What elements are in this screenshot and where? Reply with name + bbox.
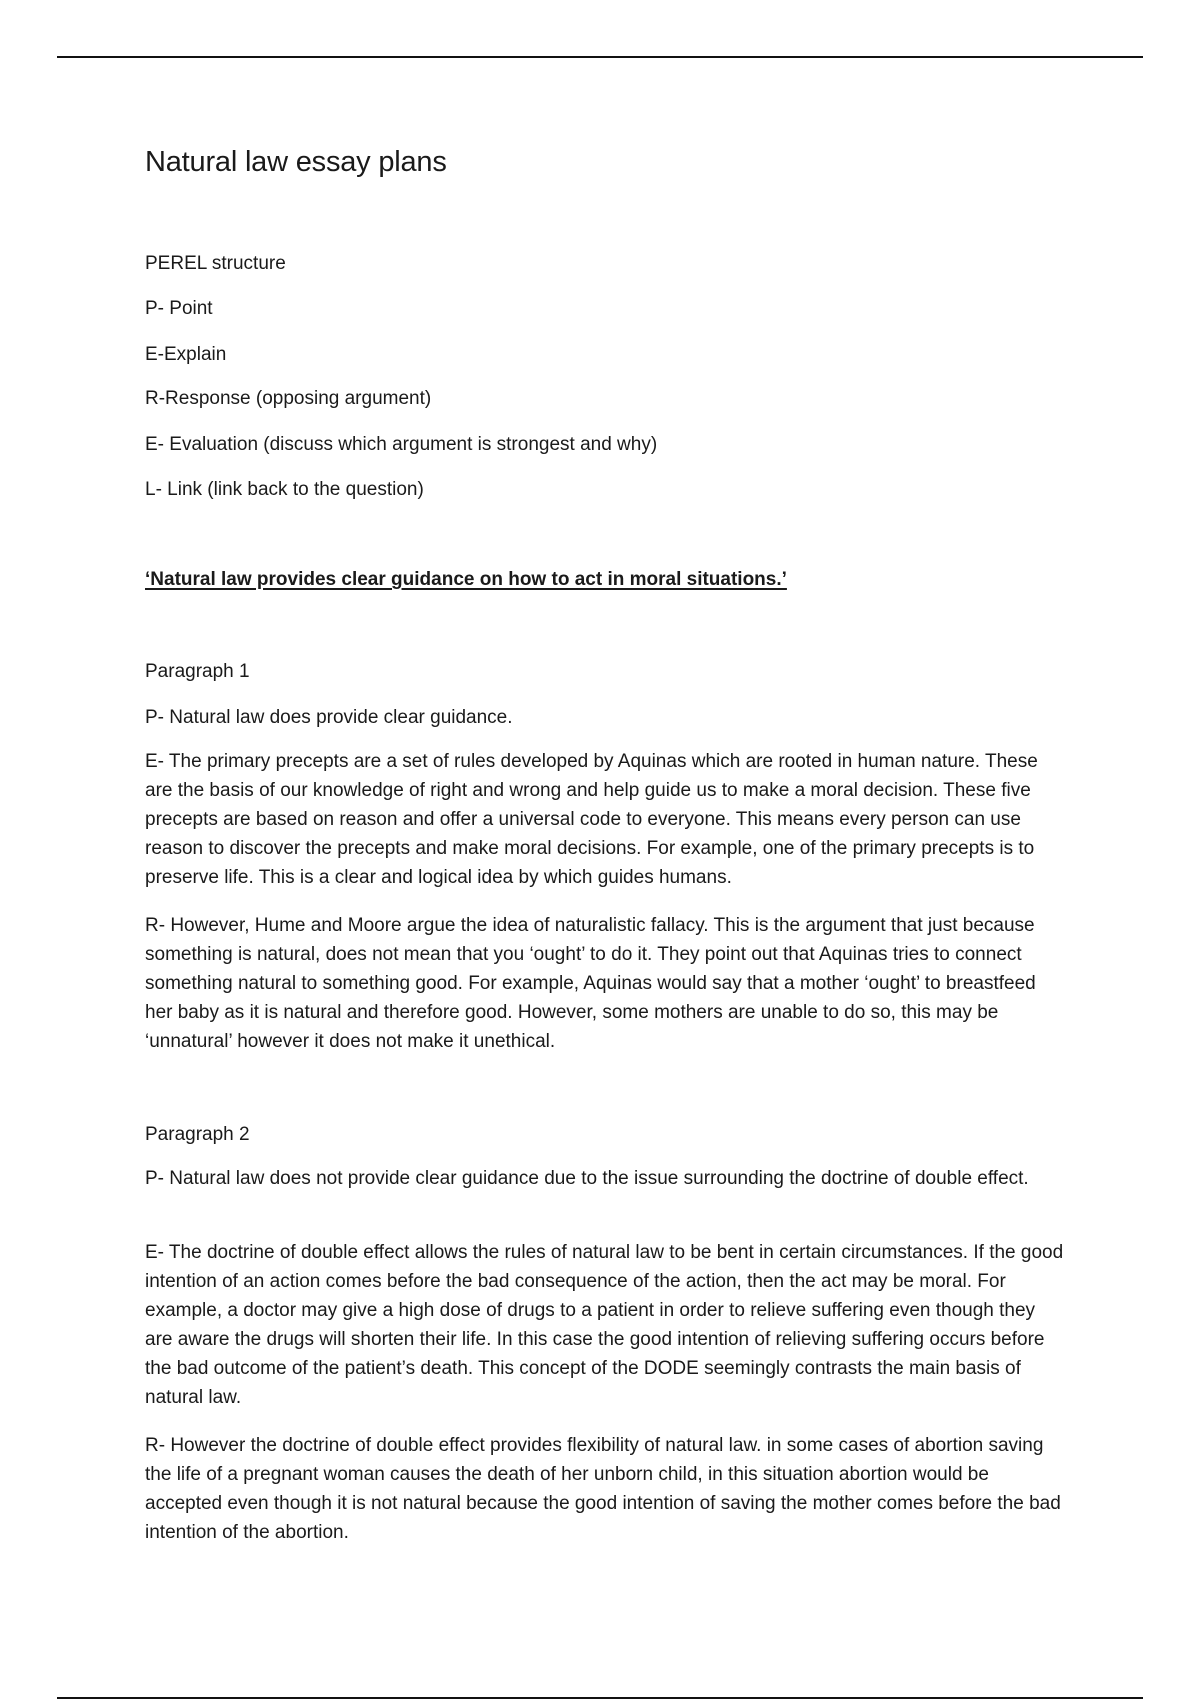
paragraph1-heading: Paragraph 1 [145,661,250,682]
structure-item-point: P- Point [145,298,213,319]
paragraph2-point: P- Natural law does not provide clear guidance due to the issue surrounding the doctrine of double effect. [145,1168,1029,1189]
structure-item-response: R-Response (opposing argument) [145,388,432,409]
paragraph2-explain: E- The doctrine of double effect allows the rules of natural law to be bent in certain circumstances. If the good intention of an action comes before the bad consequence of the action, then the act may be moral. For example, a doctor may give a high dose of drugs to a patient in order to relieve suffering even though they are aware the drugs will shorten their life. In this case the good intention of relieving suffering occurs before the bad outcome of the patient’s death. This concept of the DODE seemingly contrasts the main basis of natural law. [145,1242,1064,1408]
structure-item-evaluation: E- Evaluation (discuss which argument is strongest and why) [145,434,658,455]
paragraph1-point: P- Natural law does provide clear guidance. [145,707,513,728]
paragraph1-response: R- However, Hume and Moore argue the idea of naturalistic fallacy. This is the argument that just because something is natural, does not mean that you ‘ought’ to do it. They point out that Aquinas tries to connect something natural to something good. For example, Aquinas would say that a mother ‘ought’ to breastfeed her baby as it is natural and therefore good. However, some mothers are unable to do so, this may be ‘unnatural’ however it does not make it unethical. [145,915,1036,1052]
paragraph1-explain: E- The primary precepts are a set of rules developed by Aquinas which are rooted in human nature. These are the basis of our knowledge of right and wrong and help guide us to make a moral decision. These five precepts are based on reason and offer a universal code to everyone. This means every person can use reason to discover the precepts and make moral decisions. For example, one of the primary precepts is to preserve life. This is a clear and logical idea by which guides humans. [145,751,1038,888]
structure-item-link: L- Link (link back to the question) [145,479,424,500]
structure-heading: PEREL structure [145,253,286,274]
essay-question: ‘Natural law provides clear guidance on how to act in moral situations.’ [145,569,787,590]
paragraph2-heading: Paragraph 2 [145,1124,250,1145]
top-rule [57,56,1143,58]
structure-item-explain: E-Explain [145,344,227,365]
paragraph2-response: R- However the doctrine of double effect provides flexibility of natural law. in some cases of abortion saving the life of a pregnant woman causes the death of her unborn child, in this situation abortion would be accepted even though it is not natural because the good intention of saving the mother comes before the bad intention of the abortion. [145,1435,1061,1543]
document-title: Natural law essay plans [145,146,447,178]
bottom-rule [57,1697,1143,1699]
